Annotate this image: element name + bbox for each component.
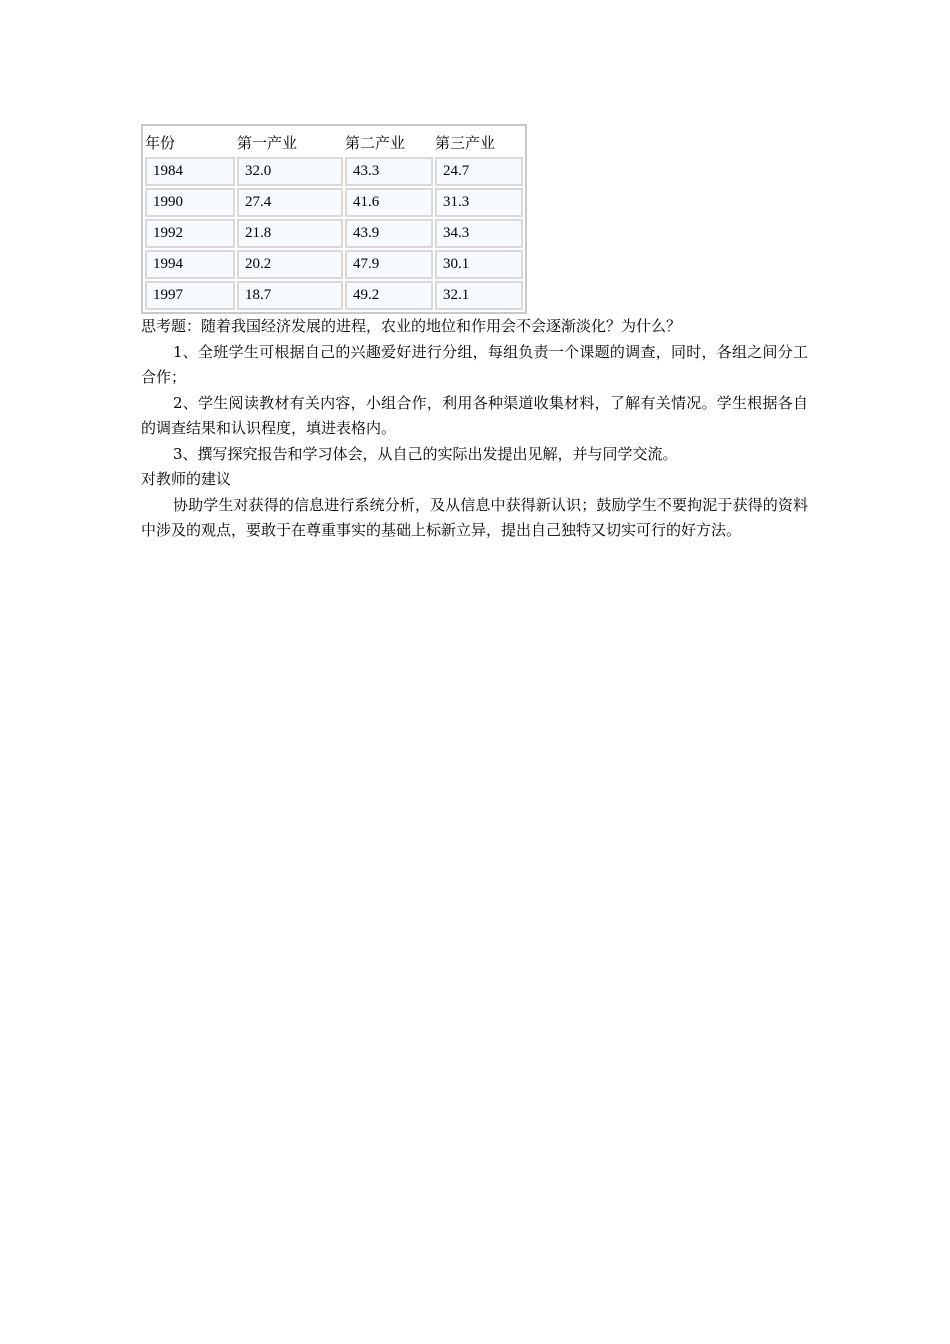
table-cell: 41.6 [345, 188, 433, 217]
table-row [145, 281, 523, 310]
step-3-text: 3、撰写探究报告和学习体会，从自己的实际出发提出见解，并与同学交流。 [173, 444, 678, 463]
step-1-text: 1、全班学生可根据自己的兴趣爱好进行分组，每组负责一个课题的调查，同时，各组之间分工合作； [141, 342, 808, 386]
table-row [145, 219, 523, 248]
header-secondary-industry: 第二产业 [345, 128, 433, 155]
table-cell: 24.7 [435, 157, 523, 186]
table-cell: 31.3 [435, 188, 523, 217]
table-cell: 32.0 [237, 157, 343, 186]
table-cell: 32.1 [435, 281, 523, 310]
table-row [145, 157, 523, 186]
step-2-text: 2、学生阅读教材有关内容，小组合作，利用各种渠道收集材料，了解有关情况。学生根据各自的调查结果和认识程度，填进表格内。 [141, 393, 808, 437]
question-text: 思考题：随着我国经济发展的进程，农业的地位和作用会不会逐渐淡化？为什么？ [141, 317, 682, 335]
header-primary-industry: 第一产业 [237, 128, 343, 155]
header-year: 年份 [145, 128, 235, 155]
table-row [145, 188, 523, 217]
table-cell: 18.7 [237, 281, 343, 310]
table-cell: 49.2 [345, 281, 433, 310]
table-cell: 1984 [145, 157, 235, 186]
table-cell: 43.3 [345, 157, 433, 186]
table-cell: 1990 [145, 188, 235, 217]
table-header-row [145, 128, 523, 155]
table-cell: 21.8 [237, 219, 343, 248]
table-cell: 43.9 [345, 219, 433, 248]
table-cell: 1992 [145, 219, 235, 248]
industry-share-table [141, 124, 527, 314]
teacher-heading: 对教师的建议 [141, 470, 232, 488]
table-row [145, 250, 523, 279]
table-cell: 27.4 [237, 188, 343, 217]
table-cell: 47.9 [345, 250, 433, 279]
teacher-suggestion-text: 协助学生对获得的信息进行系统分析，及从信息中获得新认识；鼓励学生不要拘泥于获得的资料中涉及的观点，要敢于在尊重事实的基础上标新立异，提出自己独特又切实可行的好方法。 [141, 495, 808, 539]
table-cell: 1997 [145, 281, 235, 310]
table-cell: 30.1 [435, 250, 523, 279]
table-cell: 34.3 [435, 219, 523, 248]
table-cell: 20.2 [237, 250, 343, 279]
document-page [141, 124, 808, 544]
table-cell: 1994 [145, 250, 235, 279]
header-tertiary-industry: 第三产业 [435, 128, 523, 155]
